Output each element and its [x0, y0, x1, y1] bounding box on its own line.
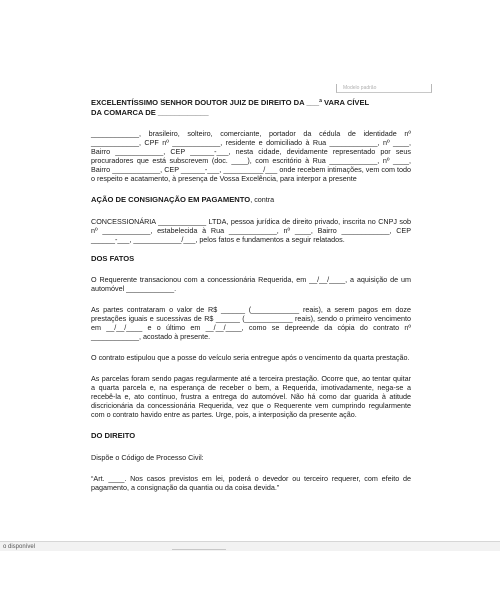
plaintiff-qualification: ____________, brasileiro, solteiro, comerciante, portador da cédula de identidade nº ____________, CPF nº ____________, residente e domiciliado à Rua ____________, nº ____, Bairro ____________, CEP ______-___, nesta cidade, devidamente representado por seus procuradores que está subscrevem (doc. ____), com escritório à Rua ____________, nº ____, Bairro ____________, CEP ______-___, __________/___ onde recebem intimações, vem com todo o respeito e acatamento, à presença de Vossa Excelência, para interpor a presente [91, 129, 411, 183]
law-quote: “Art. ____. Nos casos previstos em lei, poderá o devedor ou terceiro requerer, com efeito de pagamento, a consignação da quantia ou da coisa devida.” [91, 473, 411, 492]
defendant-qualification: CONCESSIONÁRIA ____________ LTDA, pessoa jurídica de direito privado, inscrita no CNPJ sob nº ____________, estabelecida à Rua ____________, nº ____, Bairro ____________, CEP ______-___, ____________/___, pelos fatos e fundamentos a seguir relatados. [91, 216, 411, 244]
status-bar [0, 541, 500, 551]
status-text: o disponível [3, 544, 36, 550]
action-title-line [91, 195, 411, 205]
court-address-line-2: DA COMARCA DE ____________ [91, 107, 209, 117]
facts-heading: DOS FATOS [91, 253, 135, 263]
action-title: AÇÃO DE CONSIGNAÇÃO EM PAGAMENTO [91, 195, 251, 204]
court-address-line-1: EXCELENTÍSSIMO SENHOR DOUTOR JUIZ DE DIREITO DA ___ª VARA CÍVEL [91, 98, 370, 107]
law-heading: DO DIREITO [91, 431, 136, 440]
viewer-background [0, 552, 500, 600]
status-divider [172, 549, 226, 550]
action-title-suffix: , contra [250, 195, 275, 204]
facts-paragraph-4: As parcelas foram sendo pagas regularmente até a terceira prestação. Ocorre que, ao tentar quitar a quarta parcela e, na esperança de receber o bem, a Requerida, imotivadamente, nega-se a recebê-la e, ato contínuo, frustra a entrega do automóvel. Não há como dar guarida à atitude discricionária da concessionária Requerida, vez que o Requerente vem cumprindo regularmente com o contrato havido entre as partes. Urge, pois, a interposição da presente ação. [91, 374, 411, 419]
facts-paragraph-1: O Requerente transacionou com a concessionária Requerida, em __/__/____, a aquisição de um automóvel ____________. [91, 275, 411, 293]
document-stamp: Modelo padrão [336, 84, 432, 93]
document-body [91, 98, 411, 492]
facts-paragraph-3: O contrato estipulou que a posse do veículo seria entregue após o vencimento da quarta prestação. [91, 353, 410, 362]
law-intro: Dispõe o Código de Processo Civil: [91, 452, 204, 462]
facts-paragraph-2: As partes contrataram o valor de R$ ______ (____________ reais), a serem pagos em doze prestações iguais e sucessivas de R$ ______ (____________ reais), sendo o primeiro vencimento em __/__/____ e o último em __/__/____, como se depreende da cópia do contrato nº ____________, acostado à presente. [91, 305, 411, 341]
